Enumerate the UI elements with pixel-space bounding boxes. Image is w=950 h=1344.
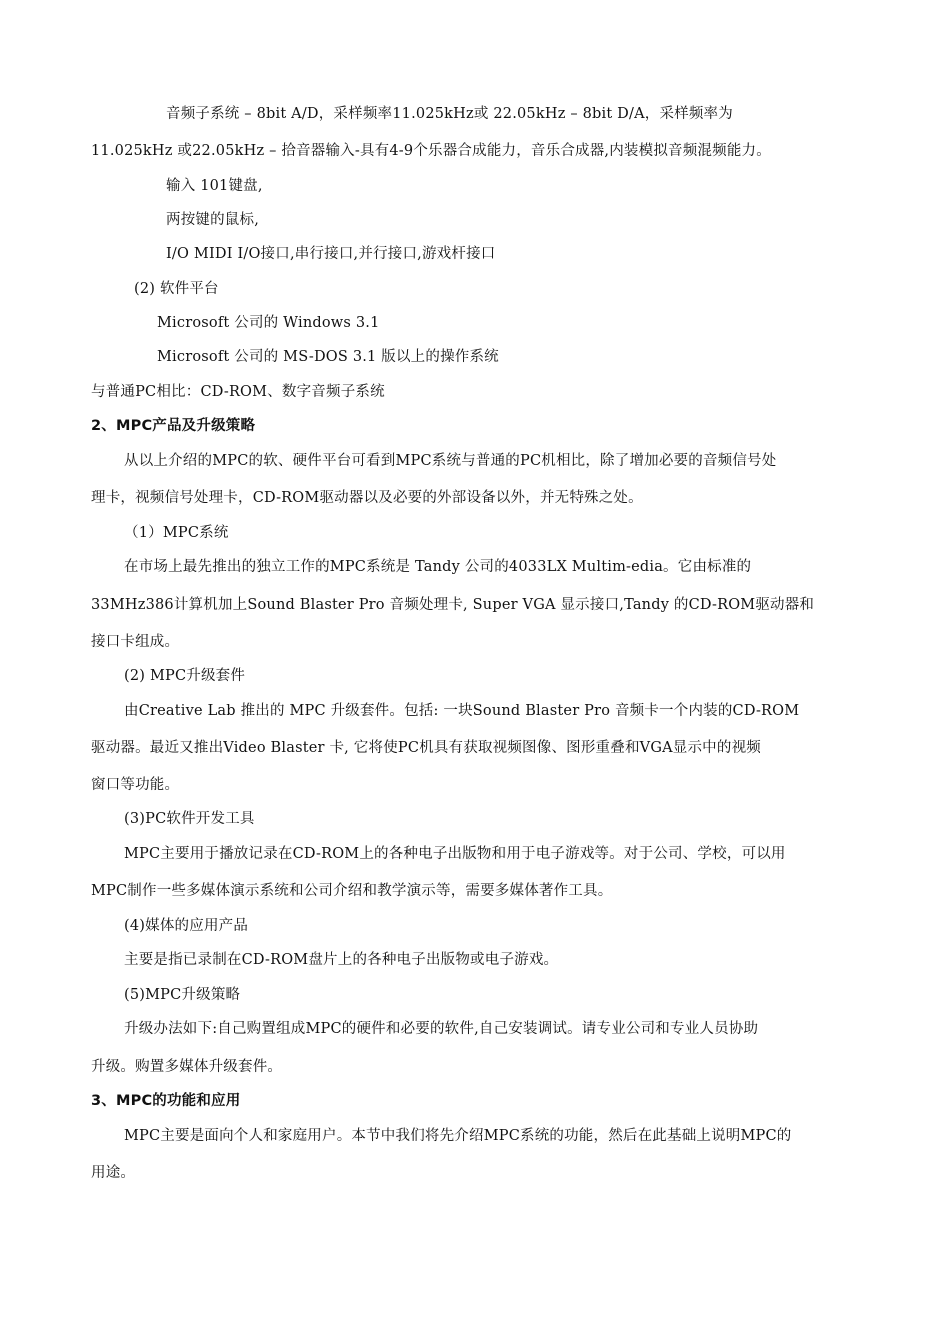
paragraph-line: 升级。购置多媒体升级套件。 [91,1059,283,1075]
subheading-upgrade-kit: (2) MPC升级套件 [124,668,246,684]
software-platform-heading: (2) 软件平台 [134,281,219,297]
audio-subsystem-line-1: 音频子系统 – 8bit A/D，采样频率11.025kHz或 22.05kHz – 8bit D/A，采样频率为 [166,106,733,122]
paragraph-line: MPC主要用于播放记录在CD-ROM上的各种电子出版物和用于电子游戏等。对于公司、学校，可以用 [124,846,786,862]
section-3-heading: 3、MPC的功能和应用 [91,1093,241,1109]
paragraph-line: MPC制作一些多媒体演示系统和公司介绍和教学演示等，需要多媒体著作工具。 [91,883,613,899]
keyboard-line: 输入 101键盘, [166,178,263,194]
mouse-line: 两按键的鼠标, [166,212,260,228]
paragraph-line: 主要是指已录制在CD-ROM盘片上的各种电子出版物或电子游戏。 [124,952,559,968]
paragraph-line: 窗口等功能。 [91,777,180,793]
paragraph-line: MPC主要是面向个人和家庭用户。本节中我们将先介绍MPC系统的功能，然后在此基础上说明MPC的 [124,1128,792,1144]
subheading-mpc-system: （1）MPC系统 [124,525,229,541]
paragraph-line: 33MHz386计算机加上Sound Blaster Pro 音频处理卡, Super VGA 显示接口,Tandy 的CD-ROM驱动器和 [91,597,815,613]
audio-subsystem-line-2: 11.025kHz 或22.05kHz – 拾音器输入-具有4-9个乐器合成能力，音乐合成器,内装模拟音频混频能力。 [91,143,771,159]
subheading-upgrade-strategy: (5)MPC升级策略 [124,987,241,1003]
paragraph-line: 用途。 [91,1165,136,1181]
windows-line: Microsoft 公司的 Windows 3.1 [157,315,380,331]
paragraph-line: 驱动器。最近又推出Video Blaster 卡, 它将使PC机具有获取视频图像、图形重叠和VGA显示中的视频 [91,740,761,756]
paragraph-line: 由Creative Lab 推出的 MPC 升级套件。包括: 一块Sound Blaster Pro 音频卡一个内装的CD-ROM [124,703,800,719]
section-2-heading: 2、MPC产品及升级策略 [91,418,256,434]
paragraph-line: 在市场上最先推出的独立工作的MPC系统是 Tandy 公司的4033LX Multim-edia。它由标准的 [124,559,752,575]
subheading-media-products: (4)媒体的应用产品 [124,918,249,934]
paragraph-line: 理卡，视频信号处理卡，CD-ROM驱动器以及必要的外部设备以外，并无特殊之处。 [91,490,643,506]
paragraph-line: 升级办法如下:自己购置组成MPC的硬件和必要的软件,自己安装调试。请专业公司和专业人员协助 [124,1021,759,1037]
subheading-dev-tools: (3)PC软件开发工具 [124,811,255,827]
paragraph-line: 从以上介绍的MPC的软、硬件平台可看到MPC系统与普通的PC机相比，除了增加必要的音频信号处 [124,453,777,469]
msdos-line: Microsoft 公司的 MS-DOS 3.1 版以上的操作系统 [157,349,499,365]
io-line: I/O MIDI I/O接口,串行接口,并行接口,游戏杆接口 [166,246,496,262]
paragraph-line: 接口卡组成。 [91,634,180,650]
comparison-line: 与普通PC相比：CD-ROM、数字音频子系统 [91,384,385,400]
